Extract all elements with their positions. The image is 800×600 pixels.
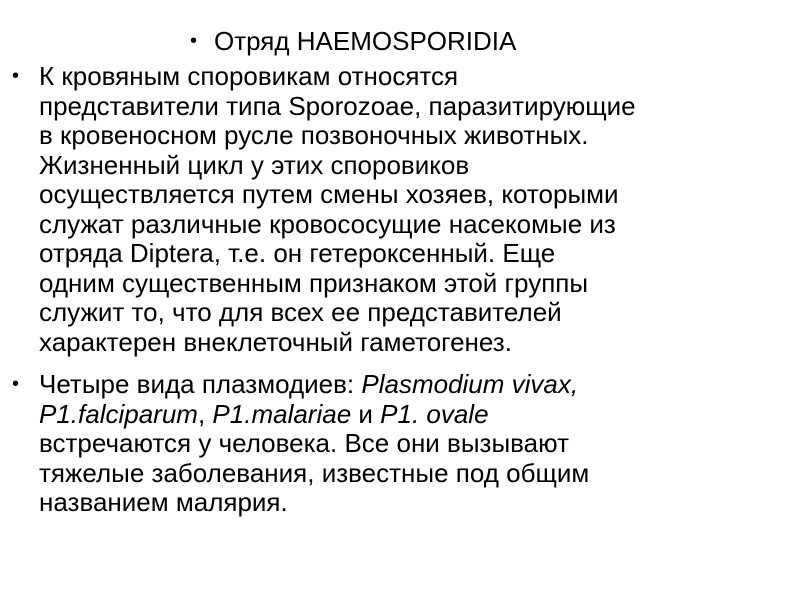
paragraph-2-intro: Четыре вида плазмодиев: [39,369,362,399]
paragraph-1-line: представители типа Sporozoae, паразитирующие [39,90,636,121]
separator-comma: , [197,398,213,429]
paragraph-2-line: встречаются у человека. Все они вызывают [39,428,569,458]
paragraph-1-line: в кровеносном русле позвоночных животных. [39,120,589,150]
bullet-icon: • [190,30,198,52]
heading-item [190,27,790,57]
species-vivax: Plasmodium vivax, [361,369,579,399]
separator-and: и [351,398,381,429]
bullet-item-1 [12,62,782,357]
species-falciparum: P1.falciparum [39,398,198,429]
paragraph-1 [39,62,782,357]
paragraph-1-line: характерен внеклеточный гаметогенез. [39,326,512,357]
paragraph-1-line: Жизненный цикл у этих споровиков [39,149,470,180]
paragraph-1-line: служат различные кровососущие насекомые из [39,208,616,239]
bullet-item-2 [12,370,782,518]
bullet-icon: • [12,373,20,395]
paragraph-2 [39,370,782,518]
paragraph-2-line: тяжелые заболевания, известные под общим [39,457,590,488]
slide-heading: Отряд HAEMOSPORIDIA [214,26,517,56]
species-malariae: P1.malariae [212,398,352,429]
paragraph-1-line: отряда Diptera, т.е. он гетероксенный. Еще [39,238,556,268]
paragraph-1-line: осуществляется путем смены хозяев, которыми [39,179,619,209]
bullet-icon: • [12,65,20,87]
paragraph-2-line: названием малярия. [39,487,288,517]
paragraph-1-line: одним существенным признаком этой группы [39,267,589,298]
paragraph-1-line: служит то, что для всех ее представителей [39,297,562,327]
paragraph-1-line: К кровяным споровикам относятся [39,61,459,91]
species-ovale: P1. ovale [380,398,489,429]
